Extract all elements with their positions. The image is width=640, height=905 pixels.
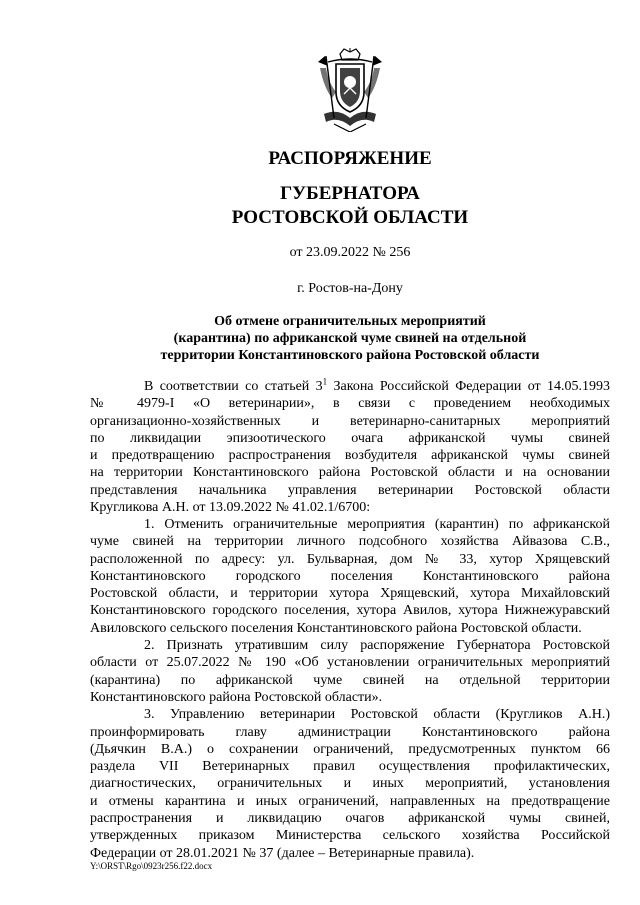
item-line: утвержденных приказом Министерства сельского хозяйства Российской <box>90 828 610 844</box>
preamble-line: Кругликова А.Н. от 13.09.2022 № 41.02.1/6700: <box>90 500 371 516</box>
preamble-line: организационно-хозяйственных и ветеринарно-санитарных мероприятий <box>90 413 610 429</box>
item-line: 3. Управлению ветеринарии Ростовской области (Кругликов А.Н.) <box>144 707 610 723</box>
issuer-heading-line1: ГУБЕРНАТОРА <box>280 183 420 204</box>
document-subject <box>90 313 610 364</box>
item-line: чуме свиней на территории личного подсобного хозяйства Айвазова С.В., <box>90 534 610 550</box>
document-date-number: от 23.09.2022 № 256 <box>289 245 411 260</box>
item-line: Ростовской области, и территории хутора Хрящевский, хутора Михайловский <box>90 586 610 602</box>
subject-line: территории Константиновского района Ростовской области <box>160 348 540 363</box>
preamble-line: № 4979-I «О ветеринарии», в связи с проведением необходимых <box>90 396 610 412</box>
preamble-paragraph <box>90 378 610 516</box>
item-line: 1. Отменить ограничительные мероприятия (карантин) по африканской <box>144 517 610 532</box>
preamble-line: и предотвращению распространения возбудителя африканской чумы свиней <box>90 448 610 464</box>
item-line: Константиновского городского поселения, хутора Авилов, хутора Нижнежуравский <box>90 603 610 619</box>
coat-of-arms-icon <box>314 48 386 132</box>
file-path-footer: Y:\ORST\Rgo\0923r256.f22.docx <box>90 861 213 871</box>
order-item-3 <box>90 706 610 862</box>
preamble-text-end: Закона Российской Федерации от 14.05.1993 <box>327 379 610 394</box>
issuer-heading-line2: РОСТОВСКОЙ ОБЛАСТИ <box>231 207 469 228</box>
item-line: 2. Признать утратившим силу распоряжение Губернатора Ростовской <box>144 638 610 654</box>
document-type-heading: РАСПОРЯЖЕНИЕ <box>268 148 432 169</box>
item-line: проинформировать главу администрации Константиновского района <box>90 724 610 740</box>
article-superscript: 1 <box>322 376 328 387</box>
item-line: Константиновского городского поселения Константиновского района <box>90 568 610 584</box>
item-line: (карантина) по африканской чуме свиней на отдельной территории <box>90 672 610 688</box>
preamble-text-start: В соответствии со статьей 3 <box>144 379 323 394</box>
item-line: раздела VII Ветеринарных правил осуществления профилактических, <box>90 759 610 775</box>
preamble-line <box>90 378 610 395</box>
order-item-2 <box>90 637 610 706</box>
item-line: (Дьячкин В.А.) о сохранении ограничений, предусмотренных пунктом 66 <box>90 741 610 757</box>
subject-line: Об отмене ограничительных мероприятий <box>214 314 486 329</box>
item-line: расположенной по адресу: ул. Бульварная, дом № 33, хутор Хрящевский <box>90 551 610 567</box>
item-line: Федерации от 28.01.2021 № 37 (далее – Ветеринарные правила). <box>90 845 475 861</box>
preamble-line: по ликвидации эпизоотического очага африканской чумы свиней <box>90 430 610 446</box>
preamble-line: представления начальника управления ветеринарии Ростовской области <box>90 482 610 498</box>
order-item-1 <box>90 516 610 637</box>
subject-line: (карантина) по африканской чуме свиней на отдельной <box>173 331 527 346</box>
item-line: распространения и ликвидацию очагов африканской чумы свиней, <box>90 811 610 827</box>
preamble-line: на территории Константиновского района Ростовской области и на основании <box>90 465 610 481</box>
order-items <box>90 516 610 862</box>
document-city: г. Ростов-на-Дону <box>297 281 403 296</box>
item-line: области от 25.07.2022 № 190 «Об установлении ограничительных мероприятий <box>90 655 610 671</box>
item-line: и отмены карантина и иных ограничений, направленных на предотвращение <box>90 793 610 809</box>
item-line: Авиловского сельского поселения Константиновского района Ростовской области. <box>90 620 582 636</box>
item-line: диагностических, ограничительных и иных мероприятий, установления <box>90 776 610 792</box>
item-line: Константиновского района Ростовской области». <box>90 689 383 705</box>
